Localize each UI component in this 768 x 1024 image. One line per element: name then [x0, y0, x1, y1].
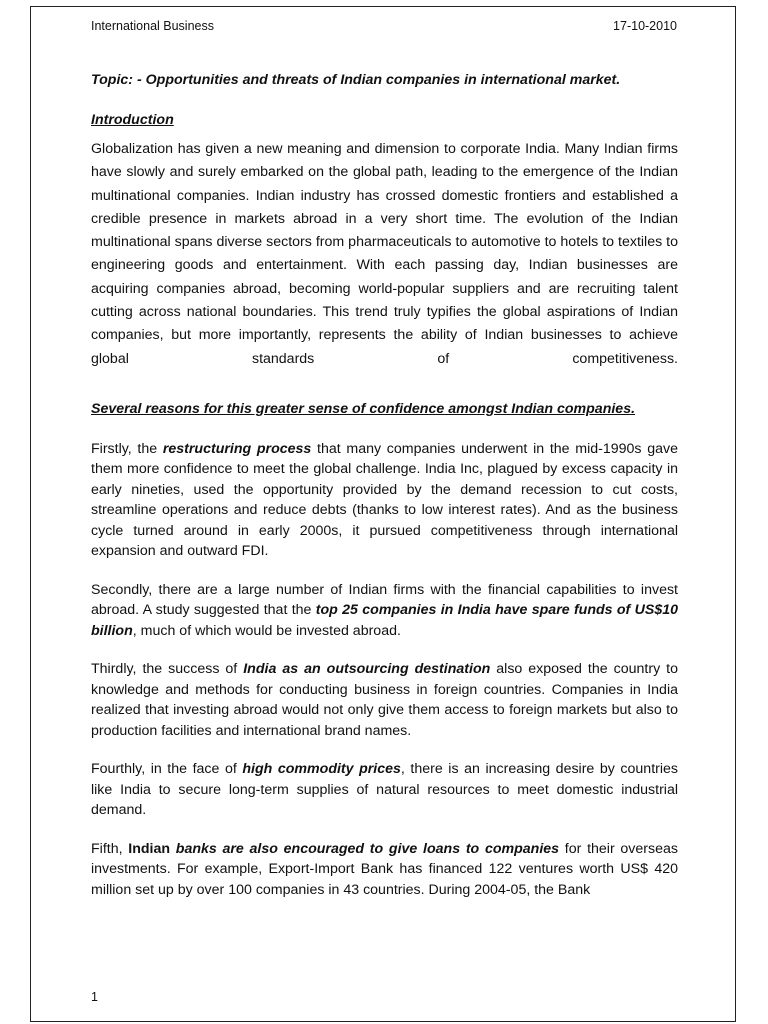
paragraph-firstly — [91, 439, 678, 562]
fifth-emphasis: banks are also encouraged to give loans to companies — [170, 840, 560, 857]
page-number: 1 — [91, 990, 98, 1004]
fourthly-emphasis: high commodity prices — [242, 761, 401, 778]
document-topic: Topic: - Opportunities and threats of Indian companies in international market. — [91, 72, 621, 88]
thirdly-lead: Thirdly, the success of — [91, 661, 244, 678]
thirdly-rest: also exposed the country to knowledge and methods for conducting business in foreign countries. Companies in India realized that investing abroad would not only give them access to foreign markets but also to production facilities and international brand names. — [91, 661, 678, 739]
firstly-rest: that many companies underwent in the mid-1990s gave them more confidence to meet the global challenge. India Inc, plagued by excess capacity in early nineties, used the opportunity provided by the demand recession to cut costs, streamline operations and reduce debts (thanks to low interest rates). And as the business cycle turned around in early 2000s, it pursued competitiveness through international expansion and outward FDI. — [91, 440, 678, 560]
firstly-lead: Firstly, the — [91, 440, 163, 457]
paragraph-secondly — [91, 580, 678, 642]
secondly-rest: , much of which would be invested abroad. — [132, 622, 401, 639]
header-course-title: International Business — [91, 19, 214, 33]
paragraph-thirdly — [91, 659, 678, 741]
reasons-heading: Several reasons for this greater sense of confidence amongst Indian companies. — [91, 400, 636, 417]
secondly-lead: Secondly, there are a large number of Indian firms with the financial capabilities to invest abroad. A study suggested that the — [91, 581, 678, 619]
fifth-bold: Indian — [128, 840, 171, 857]
introduction-heading: Introduction — [91, 112, 174, 128]
introduction-paragraph: Globalization has given a new meaning and dimension to corporate India. Many Indian firms have slowly and surely embarked on the global path, leading to the emergence of the Indian multinational companies. Indian industry has crossed domestic frontiers and established a credible presence in markets abroad in a very short time. The evolution of the Indian multinational spans diverse sectors from pharmaceuticals to automotive to hotels to textiles to engineering goods and entertainment. With each passing day, Indian businesses are acquiring companies abroad, becoming world-popular suppliers and are recruiting talent cutting across national boundaries. This trend truly typifies the global aspirations of Indian companies, but more importantly, represents the ability of Indian businesses to achieve global standards of competitiveness. — [91, 141, 678, 367]
secondly-emphasis: top 25 companies in India have spare funds of US$10 billion — [91, 602, 678, 639]
thirdly-emphasis: India as an outsourcing destination — [243, 661, 491, 678]
paragraph-fourthly — [91, 759, 678, 821]
document-body — [91, 70, 678, 900]
fifth-rest: for their overseas investments. For example, Export-Import Bank has financed 122 ventures worth US$ 420 million set up by over 100 companies in 43 countries. During 2004-05, the Bank — [91, 840, 678, 898]
header-date: 17-10-2010 — [613, 19, 677, 33]
paragraph-fifth — [91, 839, 678, 901]
fifth-lead: Fifth, — [91, 840, 129, 857]
page-header — [91, 19, 677, 35]
fourthly-rest: , there is an increasing desire by countries like India to secure long-term supplies of natural resources to meet domestic industrial demand. — [91, 761, 678, 819]
fourthly-lead: Fourthly, in the face of — [91, 761, 243, 778]
firstly-emphasis: restructuring process — [162, 440, 312, 457]
